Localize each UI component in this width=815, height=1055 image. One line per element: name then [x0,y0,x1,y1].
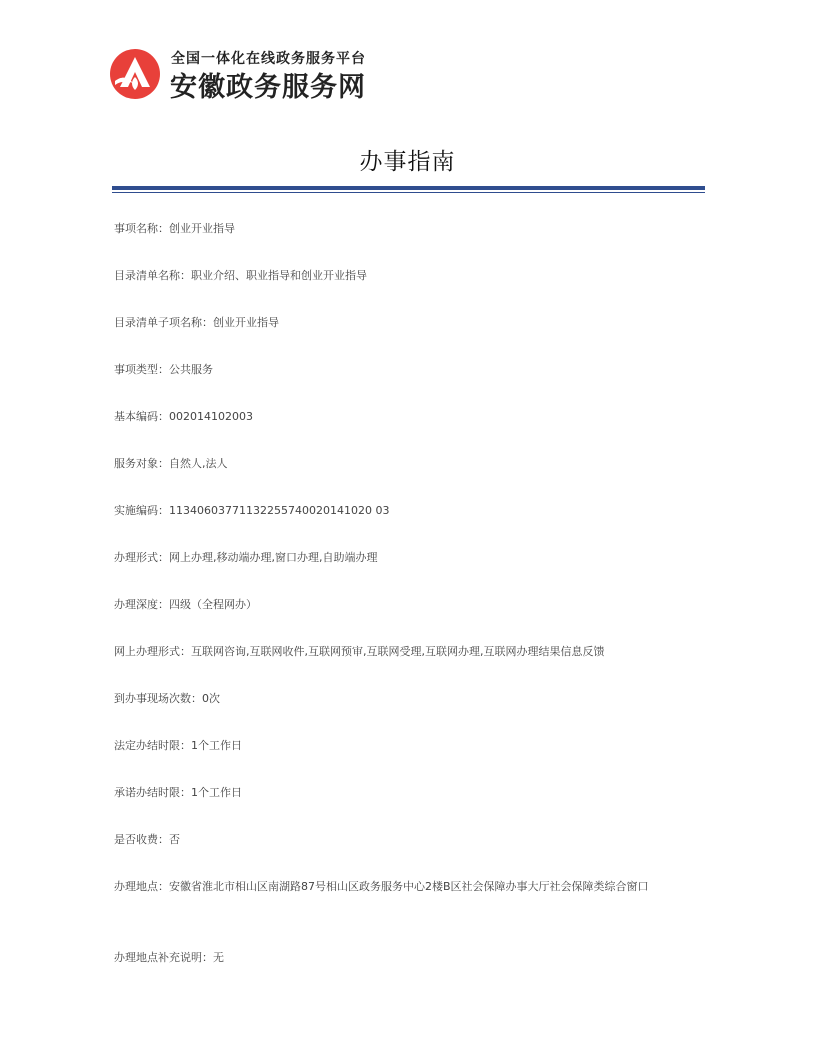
field-charge [114,829,699,851]
field-value: 1个工作日 [191,739,242,752]
field-value: 1个工作日 [191,786,242,799]
field-label: 法定办结时限： [114,739,191,752]
logo-title: 安徽政务服务网 [170,72,366,103]
field-visit-count [114,688,699,710]
field-label: 目录清单名称： [114,269,191,282]
field-label: 办理地点补充说明： [114,951,213,964]
field-value: 安徽省淮北市相山区南湖路87号相山区政务服务中心2楼B区社会保障办事大厅社会保障类综合窗口 [169,880,649,893]
field-label: 办理形式： [114,551,169,564]
field-label: 事项名称： [114,222,169,235]
field-value: 互联网咨询,互联网收件,互联网预审,互联网受理,互联网办理,互联网办理结果信息反馈 [191,645,605,658]
field-value: 自然人,法人 [169,457,228,470]
field-label: 办理深度： [114,598,169,611]
title-divider-thin [112,192,705,193]
title-divider-thick [112,186,705,190]
page-title: 办事指南 [359,149,456,175]
field-value: 否 [169,833,180,846]
field-value: 创业开业指导 [213,316,279,329]
field-value: 公共服务 [169,363,213,376]
field-label: 到办事现场次数： [114,692,202,705]
field-value: 职业介绍、职业指导和创业开业指导 [191,269,367,282]
field-label: 承诺办结时限： [114,786,191,799]
field-label: 是否收费： [114,833,169,846]
field-label: 目录清单子项名称： [114,316,213,329]
field-label: 服务对象： [114,457,169,470]
logo-subtitle: 全国一体化在线政务服务平台 [171,51,366,67]
field-online-form [114,641,699,663]
field-label: 事项类型： [114,363,169,376]
field-label: 实施编码： [114,504,169,517]
field-catalog-subitem [114,312,699,334]
field-item-type [114,359,699,381]
field-catalog-name [114,265,699,287]
field-handling-form [114,547,699,569]
field-basic-code [114,406,699,428]
field-promised-time-limit [114,782,699,804]
field-location-note [114,947,699,969]
field-value: 四级（全程网办） [169,598,257,611]
anhui-gov-service-logo-icon [109,48,161,100]
field-value: 0次 [202,692,220,705]
field-label: 网上办理形式： [114,645,191,658]
field-value: 无 [213,951,224,964]
field-value: 创业开业指导 [169,222,235,235]
field-value: 002014102003 [169,410,253,423]
field-item-name [114,218,699,240]
field-value: 网上办理,移动端办理,窗口办理,自助端办理 [169,551,378,564]
field-value: 11340603771132255740020141020 03 [169,504,390,517]
field-service-target [114,453,699,475]
site-logo[interactable] [109,46,379,102]
field-handling-depth [114,594,699,616]
field-label: 办理地点： [114,880,169,893]
title-divider [112,186,705,194]
field-location [114,876,689,898]
field-label: 基本编码： [114,410,169,423]
field-legal-time-limit [114,735,699,757]
field-implementation-code [114,500,699,522]
